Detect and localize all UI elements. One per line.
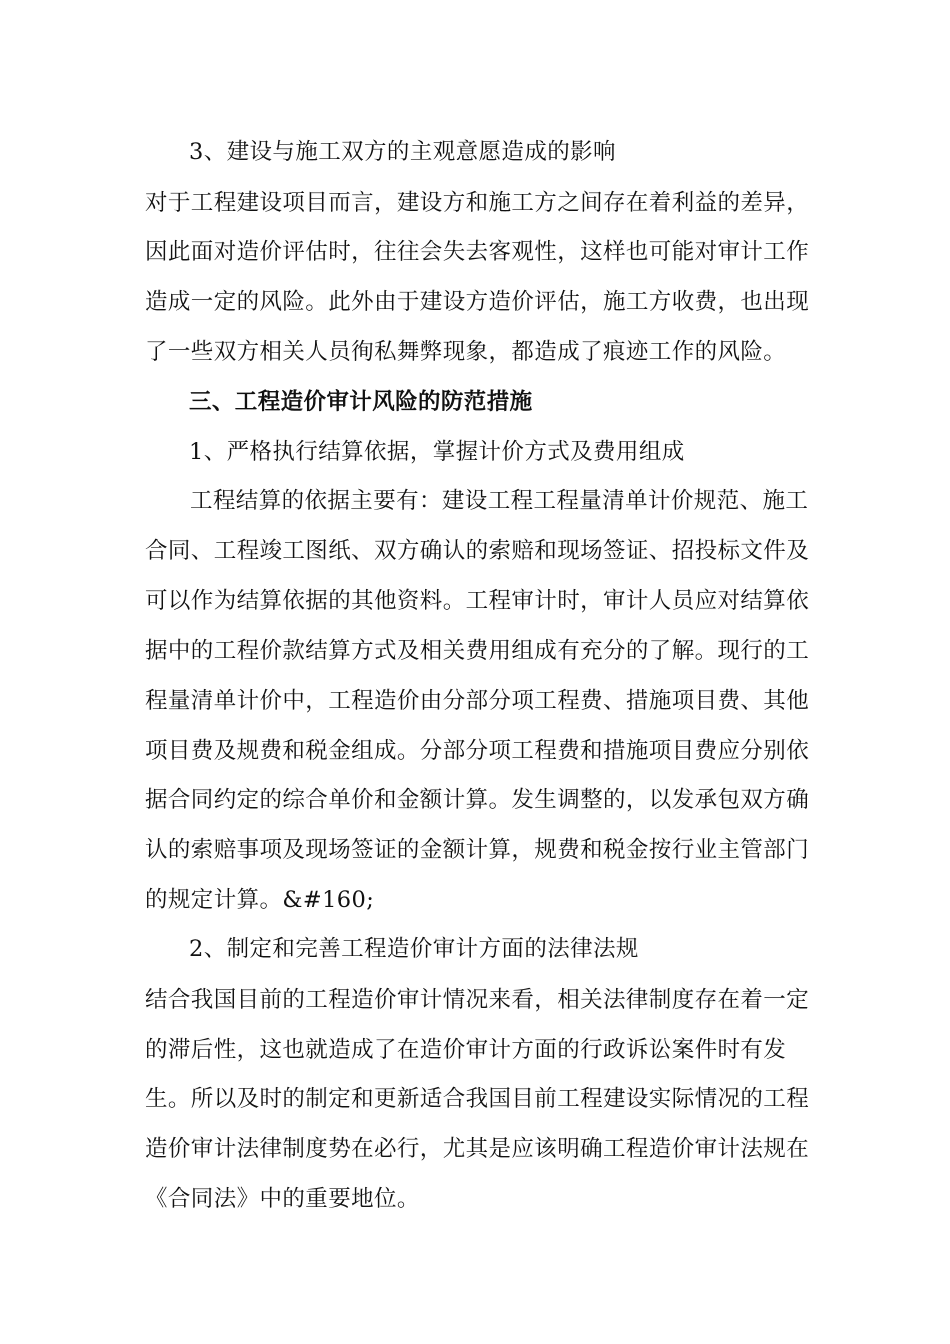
paragraph-line: 了一些双方相关人员徇私舞弊现象，都造成了痕迹工作的风险。 [145,339,787,365]
paragraph-line: 程量清单计价中，工程造价由分部分项工程费、措施项目费、其他 [145,688,810,714]
subsection-heading-1: 1、严格执行结算依据，掌握计价方式及费用组成 [189,439,685,465]
paragraph-line: 《合同法》中的重要地位。 [145,1186,420,1212]
paragraph-line: 因此面对造价评估时，往往会失去客观性，这样也可能对审计工作 [145,239,810,265]
paragraph-line: 工程结算的依据主要有：建设工程工程量清单计价规范、施工 [190,488,809,514]
paragraph-line: 合同、工程竣工图纸、双方确认的索赔和现场签证、招投标文件及 [145,538,810,564]
paragraph-line: 对于工程建设项目而言，建设方和施工方之间存在着利益的差异， [145,190,810,216]
paragraph-line: 据中的工程价款结算方式及相关费用组成有充分的了解。现行的工 [145,638,810,664]
paragraph-line: 造成一定的风险。此外由于建设方造价评估，施工方收费，也出现 [145,289,810,315]
subsection-heading-2: 2、制定和完善工程造价审计方面的法律法规 [189,936,639,962]
paragraph-line: 可以作为结算依据的其他资料。工程审计时，审计人员应对结算依 [145,588,810,614]
subsection-heading-3: 3、建设与施工双方的主观意愿造成的影响 [189,139,616,165]
paragraph-line: 结合我国目前的工程造价审计情况来看，相关法律制度存在着一定 [145,987,810,1013]
paragraph-line: 生。所以及时的制定和更新适合我国目前工程建设实际情况的工程 [145,1086,810,1112]
paragraph-line: 的规定计算。&#160; [145,887,375,913]
paragraph-line: 项目费及规费和税金组成。分部分项工程费和措施项目费应分别依 [145,738,810,764]
paragraph-line: 的滞后性，这也就造成了在造价审计方面的行政诉讼案件时有发 [145,1037,787,1063]
paragraph-line: 认的索赔事项及现场签证的金额计算，规费和税金按行业主管部门 [145,837,810,863]
paragraph-line: 造价审计法律制度势在必行，尤其是应该明确工程造价审计法规在 [145,1136,810,1162]
section-title: 三、工程造价审计风险的防范措施 [189,389,533,415]
paragraph-line: 据合同约定的综合单价和金额计算。发生调整的，以发承包双方确 [145,787,810,813]
